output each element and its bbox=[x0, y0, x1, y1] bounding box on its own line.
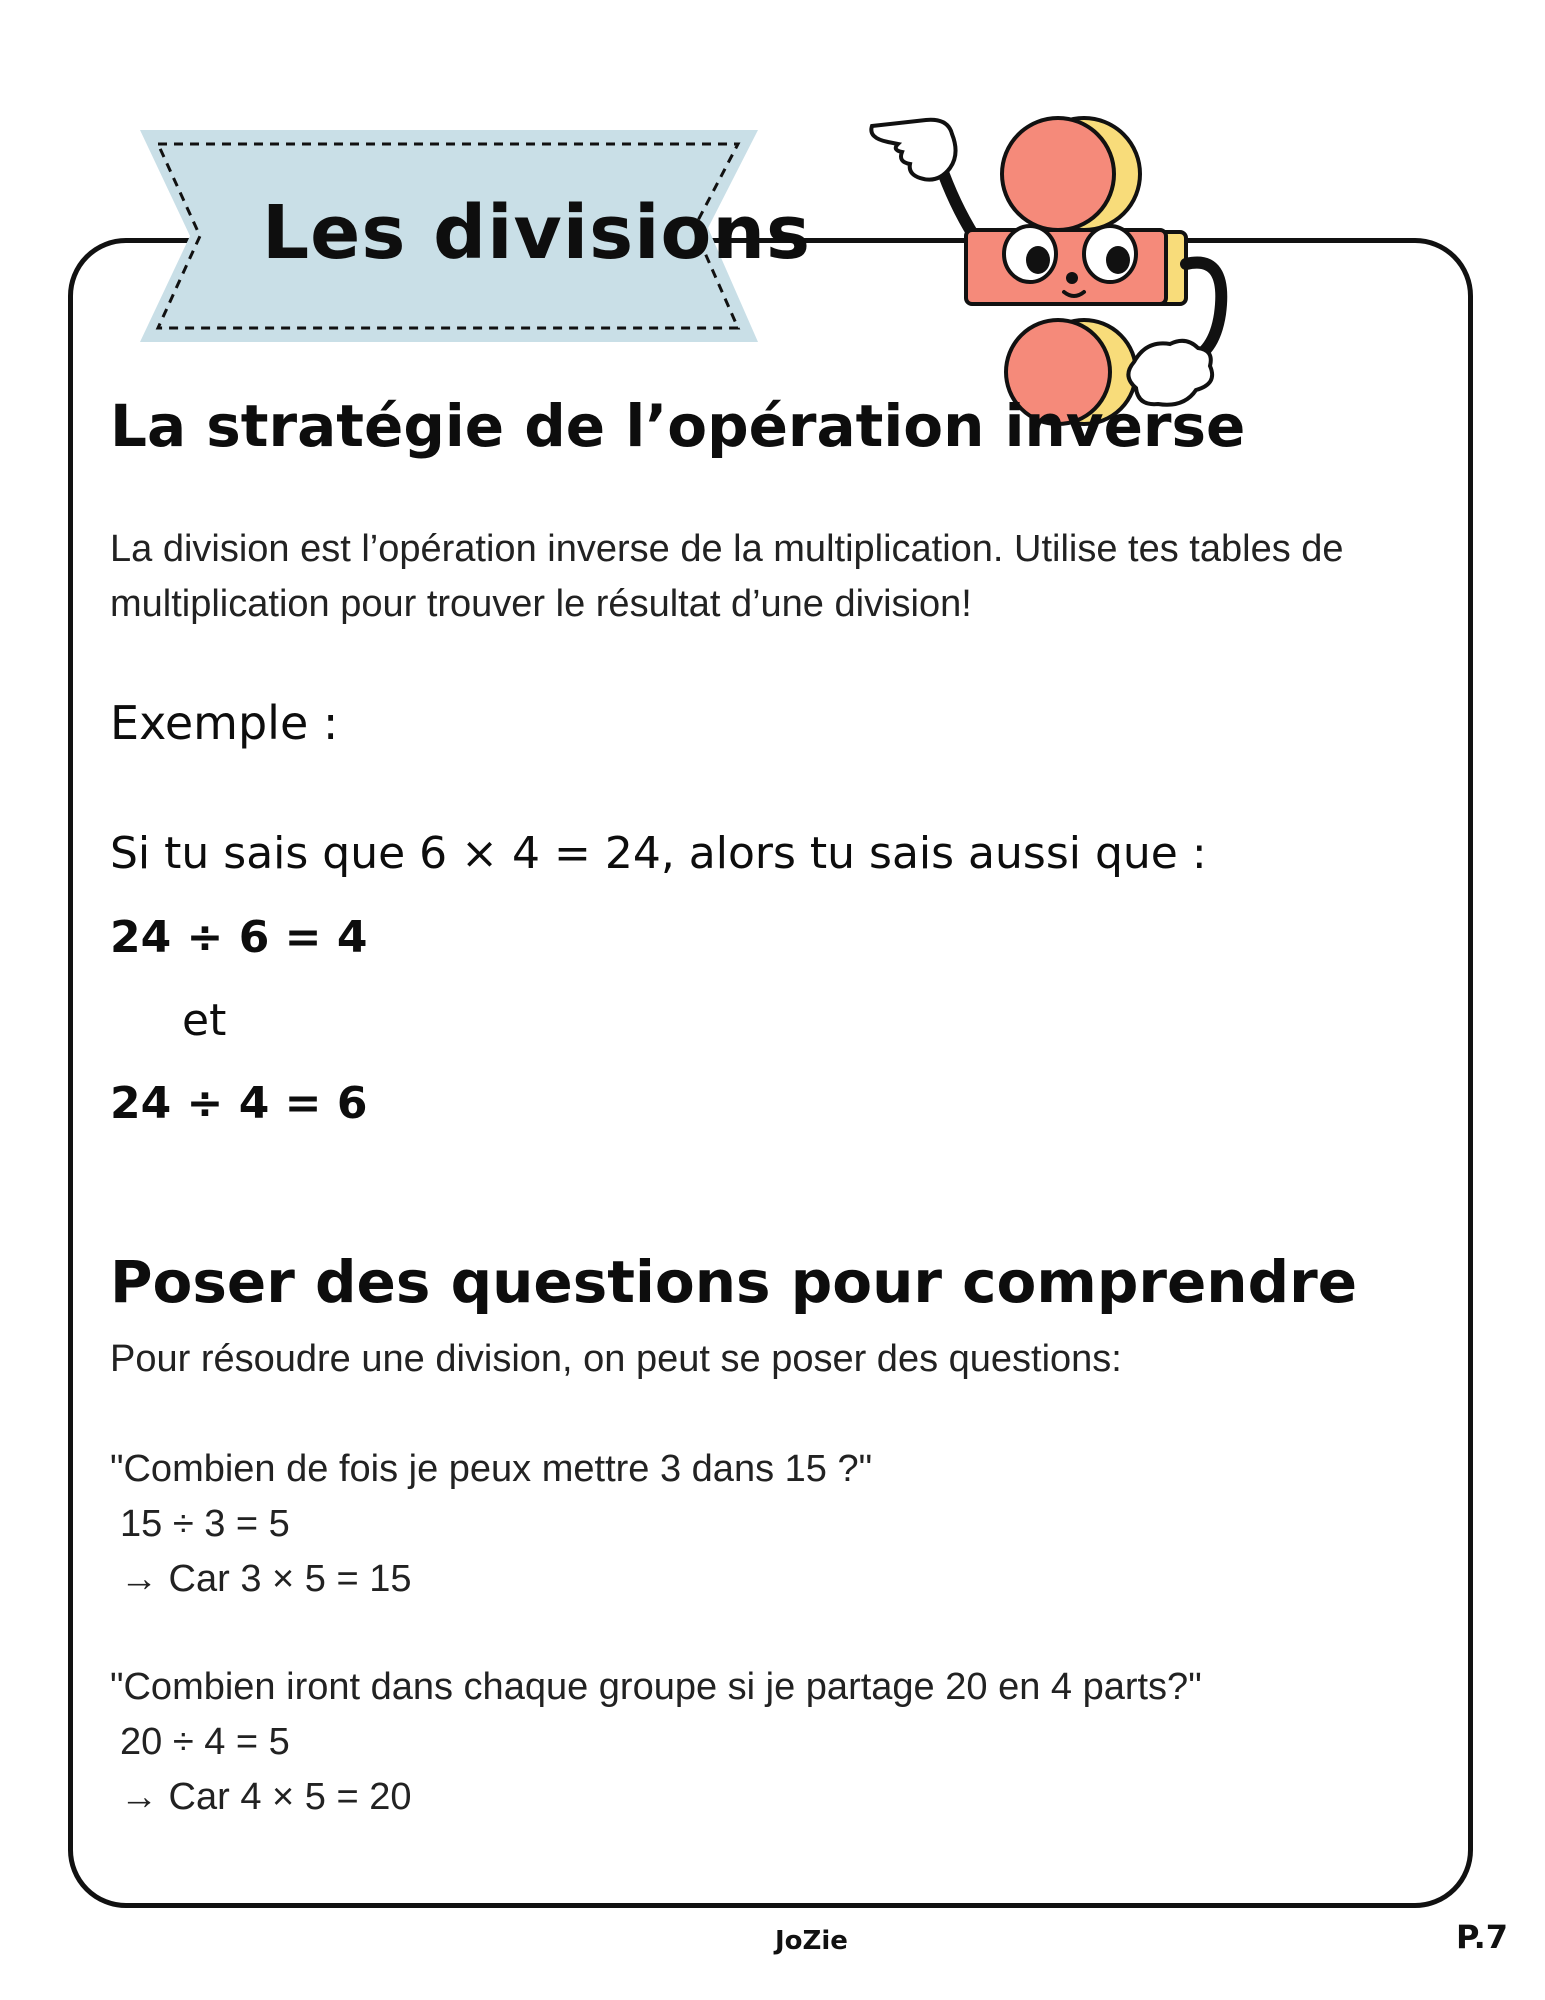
example-equation-1: 24 ÷ 6 = 4 bbox=[110, 912, 368, 963]
section-title-questions: Poser des questions pour comprendre bbox=[110, 1248, 1358, 1316]
questions-intro-text: Pour résoudre une division, on peut se poser des questions: bbox=[110, 1338, 1122, 1380]
section-title-inverse-operation: La stratégie de l’opération inverse bbox=[110, 392, 1246, 460]
question-1-equation: 15 ÷ 3 = 5 bbox=[120, 1503, 290, 1545]
example-statement: Si tu sais que 6 × 4 = 24, alors tu sais aussi que : bbox=[110, 828, 1207, 879]
section-intro-text: La division est l’opération inverse de la multiplication. Utilise tes tables de multiplication pour trouver le résultat d’une division! bbox=[110, 528, 1344, 625]
example-label: Exemple : bbox=[110, 696, 339, 750]
question-2-reason: → Car 4 × 5 = 20 bbox=[120, 1776, 412, 1818]
division-sign-mascot-icon bbox=[868, 104, 1388, 434]
page-number: P.7 bbox=[1456, 1918, 1508, 1956]
page-title: Les divisions bbox=[262, 190, 812, 276]
question-1-text: "Combien de fois je peux mettre 3 dans 15 ?" bbox=[110, 1448, 873, 1490]
example-connector: et bbox=[182, 995, 227, 1046]
content-frame bbox=[68, 238, 1473, 1908]
question-1-reason: → Car 3 × 5 = 15 bbox=[120, 1558, 412, 1600]
example-equation-2: 24 ÷ 4 = 6 bbox=[110, 1078, 368, 1129]
footer-brand: JoZie bbox=[775, 1926, 848, 1956]
question-2-text: "Combien iront dans chaque groupe si je partage 20 en 4 parts?" bbox=[110, 1666, 1202, 1708]
question-2-equation: 20 ÷ 4 = 5 bbox=[120, 1721, 290, 1763]
